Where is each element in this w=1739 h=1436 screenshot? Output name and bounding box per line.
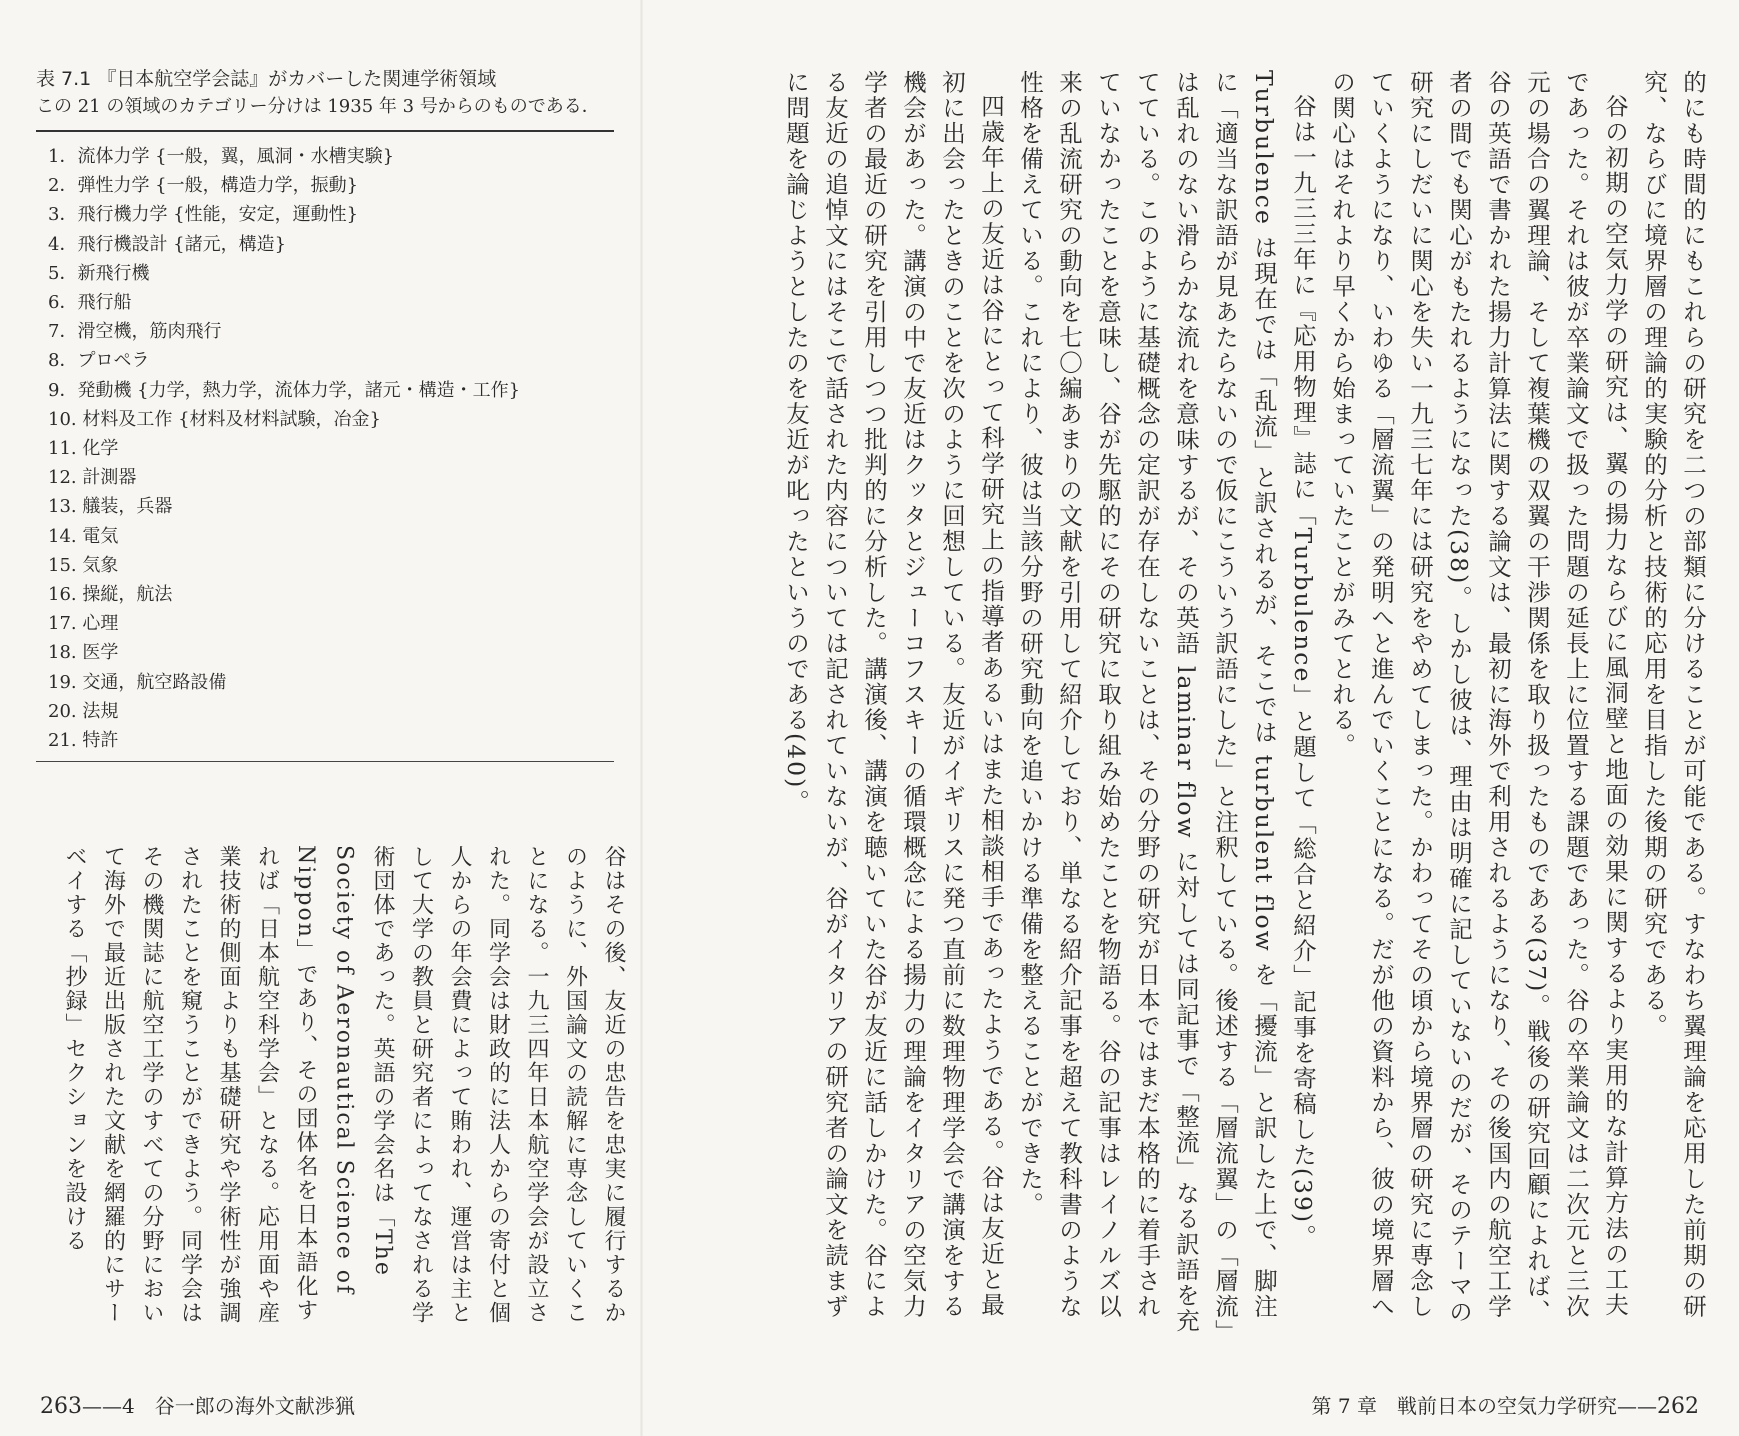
body-paragraph: 的にも時間的にもこれらの研究を二つの部類に分けることが可能である。すなわち翼理論を応用した前期の研究、ならびに境界層の理論的実験的分析と技術的応用を目指した後期の研究である。 [1640,70,1707,1320]
table-item: 15. 気象 [48,554,119,576]
table-bottom-rule [36,761,614,762]
table-items [36,142,616,755]
body-paragraph: 谷の初期の空気力学の研究は、翼の揚力ならびに風洞壁と地面の効果に関するより実用的な計算方法の工夫であった。それは彼が卒業論文で扱った問題の延長上に位置する課題であった。谷の卒業論文は二次元と三次元の場合の翼理論、そして複葉機の双翼の干渉関係を取り扱ったものである(37)。戦後の研究回顧によれば、谷の英語で書かれた揚力計算法に関する論文は、最初に海外で利用されるようになり、その後国内の航空工学者の間でも関心がもたれるようになった(38)。しかし彼は、理由は明確に記していないのだが、そのテーマの研究にしだいに関心を失い一九三七年には研究をやめてしまった。かわってその頃から境界層の研究に専念していくようになり、いわゆる「層流翼」の発明へと進んでいくことになる。だが他の資料から、彼の境界層への関心はそれより早くから始まっていたことがみてとれる。 [1328,70,1629,1325]
right-page-number: 262 [1657,1394,1699,1419]
table-item: 6．飛行船 [48,292,132,314]
table-7-1 [36,66,616,762]
left-page-body [20,845,632,1345]
body-paragraph: 谷はその後、友近の忠告を忠実に履行するかのように、外国論文の読解に専念していくことになる。一九三四年日本航空学会が設立された。同学会は財政的に法人からの寄付と個人からの年会費によって賄われ、運営は主として大学の教員と研究者によってなされる学術団体であった。英語の学会名は「The Society of Aeronautical Science of Nippon」であり、その団体名を日本語化すれば「日本航空科学会」となる。応用面や産業技術的側面よりも基礎研究や学術性が強調されたことを窺うことができよう。同学会はその機関誌に航空工学のすべての分野において海外で最近出版された文献を網羅的にサーベイする「抄録」セクションを設ける [62,845,626,1325]
table-item: 7．滑空機，筋肉飛行 [48,321,222,343]
table-item: 14. 電気 [48,525,119,547]
table-top-rule [36,130,614,132]
left-running-title: ——4 谷一郎の海外文献渉猟 [82,1394,355,1418]
table-item: 17. 心理 [48,613,119,635]
table-item: 13. 艤装，兵器 [48,496,173,518]
table-item: 5．新飛行機 [48,262,150,284]
table-item: 3．飛行機力学 {性能，安定，運動性} [48,204,359,226]
left-page-number: 263 [40,1394,82,1419]
table-item: 4．飛行機設計 {諸元，構造} [48,233,287,255]
body-paragraph: 谷は一九三三年に『応用物理』誌に「Turbulence」と題して「総合と紹介」記事を寄稿した(39)。Turbulence は現在では「乱流」と訳されるが、そこでは turbulent flow を「擾流」と訳した上で、脚注に「適当な訳語が見あたらないので仮にこういう訳語にした」と注釈している。後述する「層流翼」の「層流」は乱れのない滑らかな流れを意味するが、その英語 laminar flow に対しては同記事で「整流」なる訳語を充てている。このように基礎概念の定訳が存在しないことは、その分野の研究が日本ではまだ本格的に着手されていなかったことを意味し、谷が先駆的にその研究に取り組み始めたことを物語る。谷の記事はレイノルズ以来の乱流研究の動向を七〇編あまりの文献を引用して紹介しており、単なる紹介記事を超えて教科書のような性格を備えている。これにより、彼は当該分野の研究動向を追いかける準備を整えることができた。 [1016,70,1317,1334]
left-footer [40,1390,355,1419]
table-note: この 21 の領域のカテゴリー分けは 1935 年 3 号からのものである． [36,96,600,117]
table-item: 19. 交通，航空路設備 [48,671,227,693]
table-item: 12. 計測器 [48,467,137,489]
right-running-title: 第 7 章 戦前日本の空気力学研究—— [1311,1394,1657,1418]
table-item: 1．流体力学 {一般，翼，風洞・水槽実験} [48,146,395,167]
page-gutter [640,0,643,1436]
table-item: 16. 操縦，航法 [48,584,173,606]
table-item: 21. 特許 [48,730,119,752]
table-title: 表 7.1 『日本航空学会誌』がカバーした関連学術領域 [36,68,497,90]
table-item: 18. 医学 [48,642,119,664]
table-caption [36,66,616,120]
table-item: 11. 化学 [48,438,119,460]
table-item: 8．プロペラ [48,350,150,372]
right-page-body [652,70,1712,1340]
table-item: 10. 材料及工作 {材料及材料試験，冶金} [48,408,381,430]
table-item: 20. 法規 [48,700,119,722]
table-item: 9．発動機 {力学，熱力学，流体力学，諸元・構造・工作} [48,379,521,401]
body-paragraph: 四歳年上の友近は谷にとって科学研究上の指導者あるいはまた相談相手であったようである。谷は友近と最初に出会ったときのことを次のように回想している。友近がイギリスに発つ直前に数理物理学会で講演をする機会があった。講演の中で友近はクッタとジューコフスキーの循環概念による揚力の理論をイタリアの空気力学者の最近の研究を引用しつつ批判的に分析した。講演後、講演を聴いていた谷が友近に話しかけた。谷による友近の追悼文にはそこで話された内容については記されていないが、谷がイタリアの研究者の論文を読まずに問題を論じようとしたのを友近が叱ったというのである(40)。 [782,70,1005,1320]
table-item: 2．弾性力学 {一般，構造力学，振動} [48,175,359,197]
right-footer [1312,1390,1699,1419]
